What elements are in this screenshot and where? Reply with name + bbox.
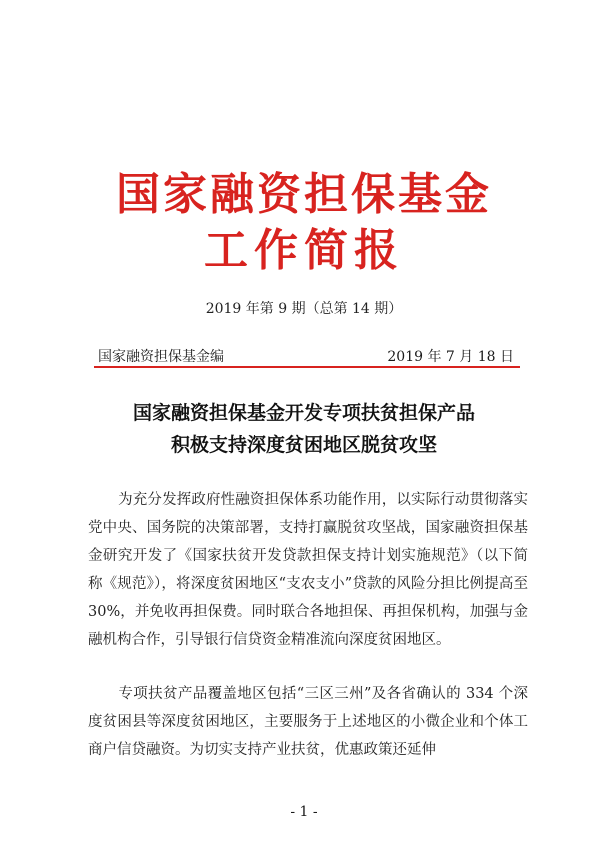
article-headline-line1: 国家融资担保基金开发专项扶贫担保产品 (132, 402, 475, 424)
masthead-title: 国家融资担保基金 (116, 169, 492, 220)
body-paragraph-2-text: 专项扶贫产品覆盖地区包括“三区三州”及各省确认的 334 个深度贫困县等深度贫困地区，主要服务于上述地区的小微企业和个体工商户信贷融资。为切实支持产业扶贫，优惠政策还延伸 (88, 686, 528, 758)
red-divider (94, 366, 520, 368)
article-headline-line2: 积极支持深度贫困地区脱贫攻坚 (170, 434, 437, 456)
masthead-subtitle: 工作简报 (204, 225, 404, 276)
body-paragraph-1-text: 为充分发挥政府性融资担保体系功能作用，以实际行动贯彻落实党中央、国务院的决策部署，支持打赢脱贫攻坚战，国家融资担保基金研究开发了《国家扶贫开发贷款担保支持计划实施规范》（以下简称《规范》），将深度贫困地区“支农支小”贷款的风险分担比例提高至 30%，并免收再担保费。同时联合各地担保、再担保机构，加强与金融机构合作，引导银行信贷资金精准流向深度贫困地区。 (88, 492, 528, 648)
issue-number: 2019 年第 9 期（总第 14 期） (205, 301, 403, 317)
page-number: - 1 - (290, 804, 318, 820)
publish-date: 2019 年 7 月 18 日 (387, 349, 514, 365)
editor-label: 国家融资担保基金编 (98, 349, 224, 365)
body-paragraph-2 (88, 680, 528, 764)
body-paragraph-1 (88, 486, 528, 654)
